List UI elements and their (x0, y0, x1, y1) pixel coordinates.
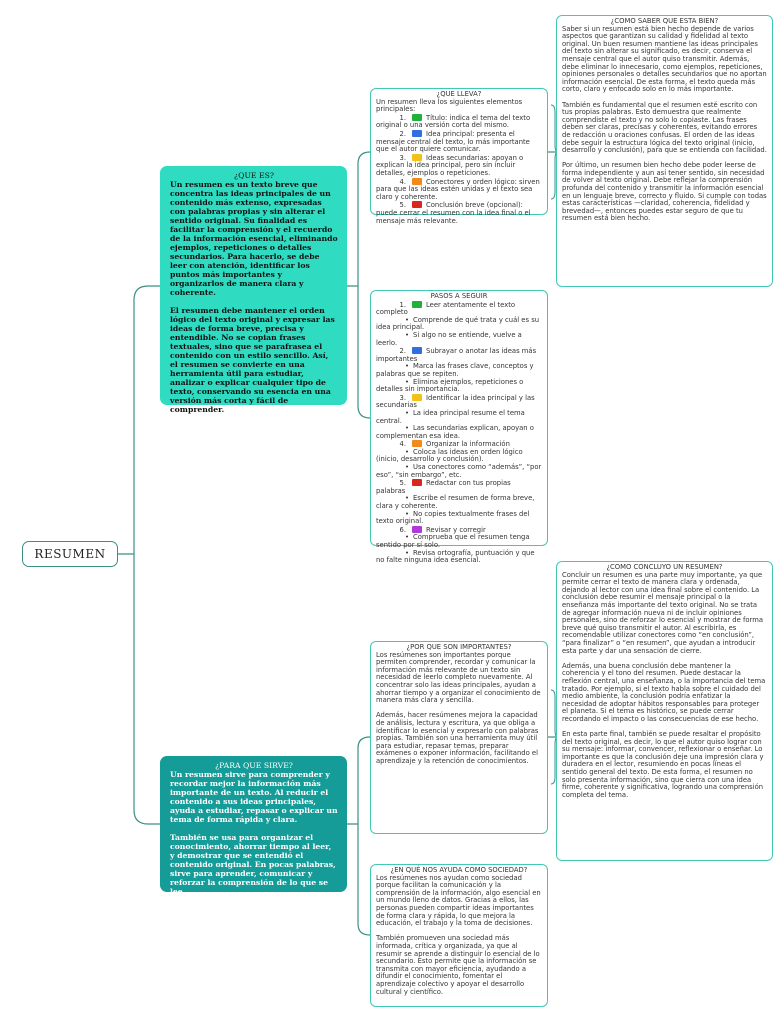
bullet-icon: • (404, 315, 409, 324)
item-text: Conectores y orden lógico: sirven para que las ideas estén unidas y el texto sea claro y coherente. (376, 177, 540, 201)
node-como-concluyo-paragraph-2: Además, una buena conclusión debe mantener la coherencia y el tono del resumen. Puede destacar la reflexión central, una enseñanza, o la importancia del tema tratado. Por ejemplo, si el texto habla sobre el cuidado del medio ambiente, la conclusión podría enfatizar la necesidad de adoptar hábitos responsables para proteger el planeta. Si el tema es histórico, se puede cerrar recordando el impacto o las consecuencias de ese hecho. (562, 661, 766, 723)
node-que-es[interactable] (160, 166, 347, 414)
step-text: Identificar la idea principal y las secundarias (376, 393, 535, 410)
node-que-lleva-title: ¿QUE LLEVA? (436, 90, 482, 98)
que-lleva-item (376, 201, 542, 225)
step-text: Redactar con tus propias palabras (376, 479, 511, 495)
red-square-icon (412, 201, 422, 208)
node-para-que-sirve[interactable] (160, 756, 347, 896)
paso-step (376, 301, 542, 317)
orange-square-icon (412, 178, 422, 185)
node-para-que-sirve-title: ¿PARA QUE SIRVE? (215, 761, 293, 770)
que-lleva-list (376, 114, 542, 225)
node-como-concluyo-paragraph-1: Concluir un resumen es una parte muy importante, ya que permite cerrar el texto de manera clara y ordenada, dejando al lector con una idea final sobre el contenido. La conclusión debe resumir el mensaje principal o la enseñanza más importante del texto original. No se trata de agregar información nueva ni de incluir opiniones personales, sino de reforzar lo esencial y mostrar de forma breve qué quiso transmitir el autor. Al escribirla, es recomendable utilizar conectores como “en conclusión”, “para finalizar” o “en resumen”, que ayudan a introducir esta parte y dar una sensación de cierre. (562, 570, 763, 655)
bullet-text: Elimina ejemplos, repeticiones o detalles sin importancia. (376, 377, 524, 394)
paso-bullet (376, 379, 542, 394)
yellow-square-icon (412, 154, 422, 161)
bullet-text: La idea principal resume el tema central. (376, 408, 525, 425)
node-pasos-title: PASOS A SEGUIR (430, 292, 488, 300)
bullet-text: Usa conectores como “además”, “por eso”, “sin embargo”, etc. (376, 463, 542, 479)
paso-bullet (376, 332, 542, 347)
paso-step (376, 479, 542, 495)
item-number: 1. (399, 113, 406, 122)
connector-para-que-branch (347, 737, 370, 935)
connector-root-trunk (118, 286, 160, 824)
item-text: Idea principal: presenta el mensaje central del texto, lo más importante que el autor quiere comunicar. (376, 129, 530, 154)
item-number: 3. (399, 153, 406, 162)
node-que-lleva-intro: Un resumen lleva los siguientes elementos principales: (376, 97, 523, 114)
node-que-lleva[interactable] (370, 88, 548, 225)
paso-step (376, 347, 542, 363)
bullet-icon: • (404, 509, 409, 518)
bullet-text: Comprende de qué trata y cuál es su idea principal. (376, 315, 540, 332)
paso-bullet (376, 410, 542, 425)
item-text: Conclusión breve (opcional): puede cerrar el resumen con la idea final o el mensaje más relevante. (376, 201, 531, 225)
step-number: 6. (399, 525, 406, 534)
node-sociedad-title: ¿EN QUÉ NOS AYUDA COMO SOCIEDAD? (390, 866, 528, 874)
bullet-icon: • (404, 494, 409, 503)
node-que-es-paragraph-2: El resumen debe mantener el orden lógico del texto original y expresar las ideas de forma breve, precisa y entendible. No se copian frases textuales, sino que se parafrasea el contenido con un estilo sencillo. Así, el resumen se convierte en una herramienta útil para estudiar, analizar o explicar cualquier tipo de texto, conservando su esencia en una versión más corta y fácil de comprender. (170, 306, 335, 414)
paso-bullet (376, 511, 542, 526)
item-number: 5. (399, 201, 406, 210)
bullet-icon: • (404, 330, 409, 339)
item-number: 4. (399, 177, 406, 186)
item-number: 2. (399, 129, 406, 138)
root-label: RESUMEN (34, 547, 106, 561)
bullet-text: No copies textualmente frases del texto original. (376, 509, 530, 526)
bullet-text: Revisa ortografía, puntuación y que no falte ninguna idea esencial. (376, 548, 535, 565)
node-por-que-paragraph-1: Los resúmenes son importantes porque permiten comprender, recordar y comunicar la información más relevante de un texto sin necesidad de leerlo completo nuevamente. Al concentrar solo las ideas principales, ayudan a ahorrar tiempo y a organizar el conocimiento de manera más clara y sencilla. (376, 650, 541, 705)
node-como-saber-paragraph-3: Por último, un resumen bien hecho debe poder leerse de forma independiente y aun así tener sentido, sin necesidad de volver al texto original. Debe reflejar la comprensión profunda del contenido y transmitir la información esencial en un lenguaje breve, correcto y fluido. Si cumple con todas estas características —claridad, coherencia, fidelidad y brevedad—, entonces puedes estar seguro de que tu resumen está bien hecho. (562, 161, 767, 223)
step-number: 3. (399, 393, 406, 402)
step-number: 2. (399, 347, 406, 356)
node-para-que-sirve-paragraph-1: Un resumen sirve para comprender y recordar mejor la información más importante de un texto. Al reducir el contenido a sus ideas principales, ayuda a estudiar, repasar o explicar un tema de forma rápida y clara. (170, 770, 338, 824)
green-square-icon (412, 301, 422, 308)
item-text: Título: indica el tema del texto original o una versión corta del mismo. (376, 113, 531, 130)
node-como-saber-paragraph-1: Saber si un resumen está bien hecho depende de varios aspectos que garantizan su calidad y fidelidad al texto original. Un buen resumen mantiene las ideas principales del texto sin alterar su significado, es decir, conserva el mensaje central que el autor quiso transmitir. Además, debe eliminar lo innecesario, como ejemplos, repeticiones, opiniones personales o detalles secundarios que no aportan información esencial. De esta forma, el texto queda más corto, claro y enfocado solo en lo más importante. (562, 24, 767, 94)
node-como-concluyo-title: ¿COMO CONCLUYO UN RESUMEN? (606, 563, 723, 571)
pasos-list (376, 301, 542, 565)
step-number: 1. (399, 300, 406, 309)
que-lleva-item (376, 130, 542, 154)
item-text: Ideas secundarias: apoyan o explican la idea principal, pero sin incluir detalles, ejemplos o repeticiones. (376, 153, 524, 177)
step-text: Leer atentamente el texto completo (376, 300, 516, 317)
node-sociedad-paragraph-2: También promueven una sociedad más informada, crítica y organizada, ya que al resumir se aprende a distinguir lo esencial de lo secundario. Esto permite que la información se transmita con mayor eficiencia, ayudando a difundir el conocimiento, fomentar el aprendizaje colectivo y apoyar el desarrollo cultural y científico. (376, 934, 540, 996)
bullet-icon: • (404, 424, 409, 433)
paso-bullet (376, 317, 542, 332)
node-por-que-paragraph-2: Además, hacer resúmenes mejora la capacidad de análisis, lectura y escritura, ya que obliga a identificar lo esencial y expresarlo con palabras propias. También son una herramienta muy útil para estudiar, repasar temas, preparar exámenes o exponer información, facilitando el aprendizaje y la retención de conocimientos. (376, 711, 539, 765)
node-como-concluyo-un-resumen[interactable] (556, 561, 773, 861)
paso-bullet (376, 449, 542, 464)
step-text: Revisar y corregir (426, 525, 486, 534)
yellow-square-icon (412, 394, 422, 401)
node-por-que-son-importantes[interactable] (370, 641, 548, 834)
step-number: 5. (399, 479, 406, 488)
node-para-que-sirve-paragraph-2: También se usa para organizar el conocimiento, ahorrar tiempo al leer, y demostrar que se entendió el contenido original. En pocas palabras, sirve para aprender, comunicar y reforzar la comprensión de lo que se lee. (170, 833, 336, 896)
node-como-concluyo-paragraph-3: En esta parte final, también se puede resaltar el propósito del texto original, es decir, lo que el autor quiso lograr con su mensaje: informar, convencer, reflexionar o enseñar. Lo importante es que la conclusión deje una impresión clara y duradera en el lector, resumiendo en pocas líneas el sentido general del texto. De esta forma, el resumen no solo presenta información, sino que cierra con una idea firme, coherente y significativa, logrando una comprensión completa del tema. (562, 730, 764, 799)
node-que-es-paragraph-1: Un resumen es un texto breve que concentra las ideas principales de un contenido más extenso, expresadas con palabras propias y sin alterar el sentido original. Su finalidad es facilitar la comprensión y el recuerdo de la información esencial, eliminando ejemplos, repeticiones o detalles secundarios. Para hacerlo, se debe leer con atención, identificar los puntos más importantes y organizarlos de manera clara y coherente. (170, 180, 338, 297)
bullet-icon: • (404, 463, 409, 472)
step-text: Subrayar o anotar las ideas más importantes (376, 347, 537, 363)
blue-square-icon (412, 347, 422, 354)
paso-bullet (376, 363, 542, 378)
root-node-resumen[interactable] (22, 541, 118, 567)
orange-square-icon (412, 440, 422, 447)
bullet-icon: • (404, 377, 409, 386)
red-square-icon (412, 479, 422, 486)
paso-bullet (376, 464, 542, 479)
paso-bullet (376, 550, 542, 565)
bullet-icon: • (404, 408, 409, 417)
node-en-que-nos-ayuda-como-sociedad[interactable] (370, 864, 548, 1007)
paso-bullet (376, 495, 542, 510)
bullet-icon: • (404, 447, 409, 456)
node-sociedad-paragraph-1: Los resúmenes nos ayudan como sociedad porque facilitan la comunicación y la comprensión de la información, algo esencial en un mundo lleno de datos. Gracias a ellos, las personas pueden compartir ideas importantes de forma clara y rápida, lo que mejora la educación, el trabajo y la toma de decisiones. (376, 873, 541, 928)
bullet-text: Coloca las ideas en orden lógico (inicio, desarrollo y conclusión). (376, 447, 523, 464)
connector-que-es-branch (347, 152, 370, 418)
step-number: 4. (399, 440, 406, 449)
node-que-es-title: ¿QUE ES? (234, 171, 274, 180)
que-lleva-item (376, 178, 542, 202)
node-como-saber-paragraph-2: También es fundamental que el resumen esté escrito con tus propias palabras. Esto demuestra que realmente comprendiste el texto y no solo lo copiaste. Las frases deben ser claras, precisas y coherentes, evitando errores de redacción u oraciones confusas. El orden de las ideas debe seguir la estructura lógica del texto original (inicio, desarrollo y conclusión), para que se entienda con facilidad. (562, 100, 767, 155)
paso-bullet (376, 425, 542, 440)
paso-bullet (376, 534, 542, 549)
node-como-saber-title: ¿COMO SABER QUE ESTA BIEN? (610, 17, 719, 25)
bullet-icon: • (404, 362, 409, 371)
bullet-text: Marca las frases clave, conceptos y palabras que se repiten. (376, 362, 534, 378)
bullet-icon: • (404, 548, 409, 557)
paso-step (376, 394, 542, 410)
node-pasos-a-seguir[interactable] (370, 290, 548, 565)
green-square-icon (412, 114, 422, 121)
purple-square-icon (412, 526, 422, 533)
node-por-que-title: ¿POR QUE SON IMPORTANTES? (406, 643, 512, 651)
bullet-text: Comprueba que el resumen tenga sentido por sí solo. (376, 533, 530, 549)
node-como-saber-que-esta-bien[interactable] (556, 15, 773, 287)
bullet-text: Las secundarias explican, apoyan o complementan esa idea. (376, 424, 534, 440)
que-lleva-item (376, 154, 542, 178)
blue-square-icon (412, 130, 422, 137)
bullet-icon: • (404, 533, 409, 542)
que-lleva-item (376, 114, 542, 130)
step-text: Organizar la información (426, 440, 510, 449)
bullet-text: Si algo no se entiende, vuelve a leerlo. (376, 330, 522, 347)
bullet-text: Escribe el resumen de forma breve, clara y coherente. (376, 494, 535, 511)
